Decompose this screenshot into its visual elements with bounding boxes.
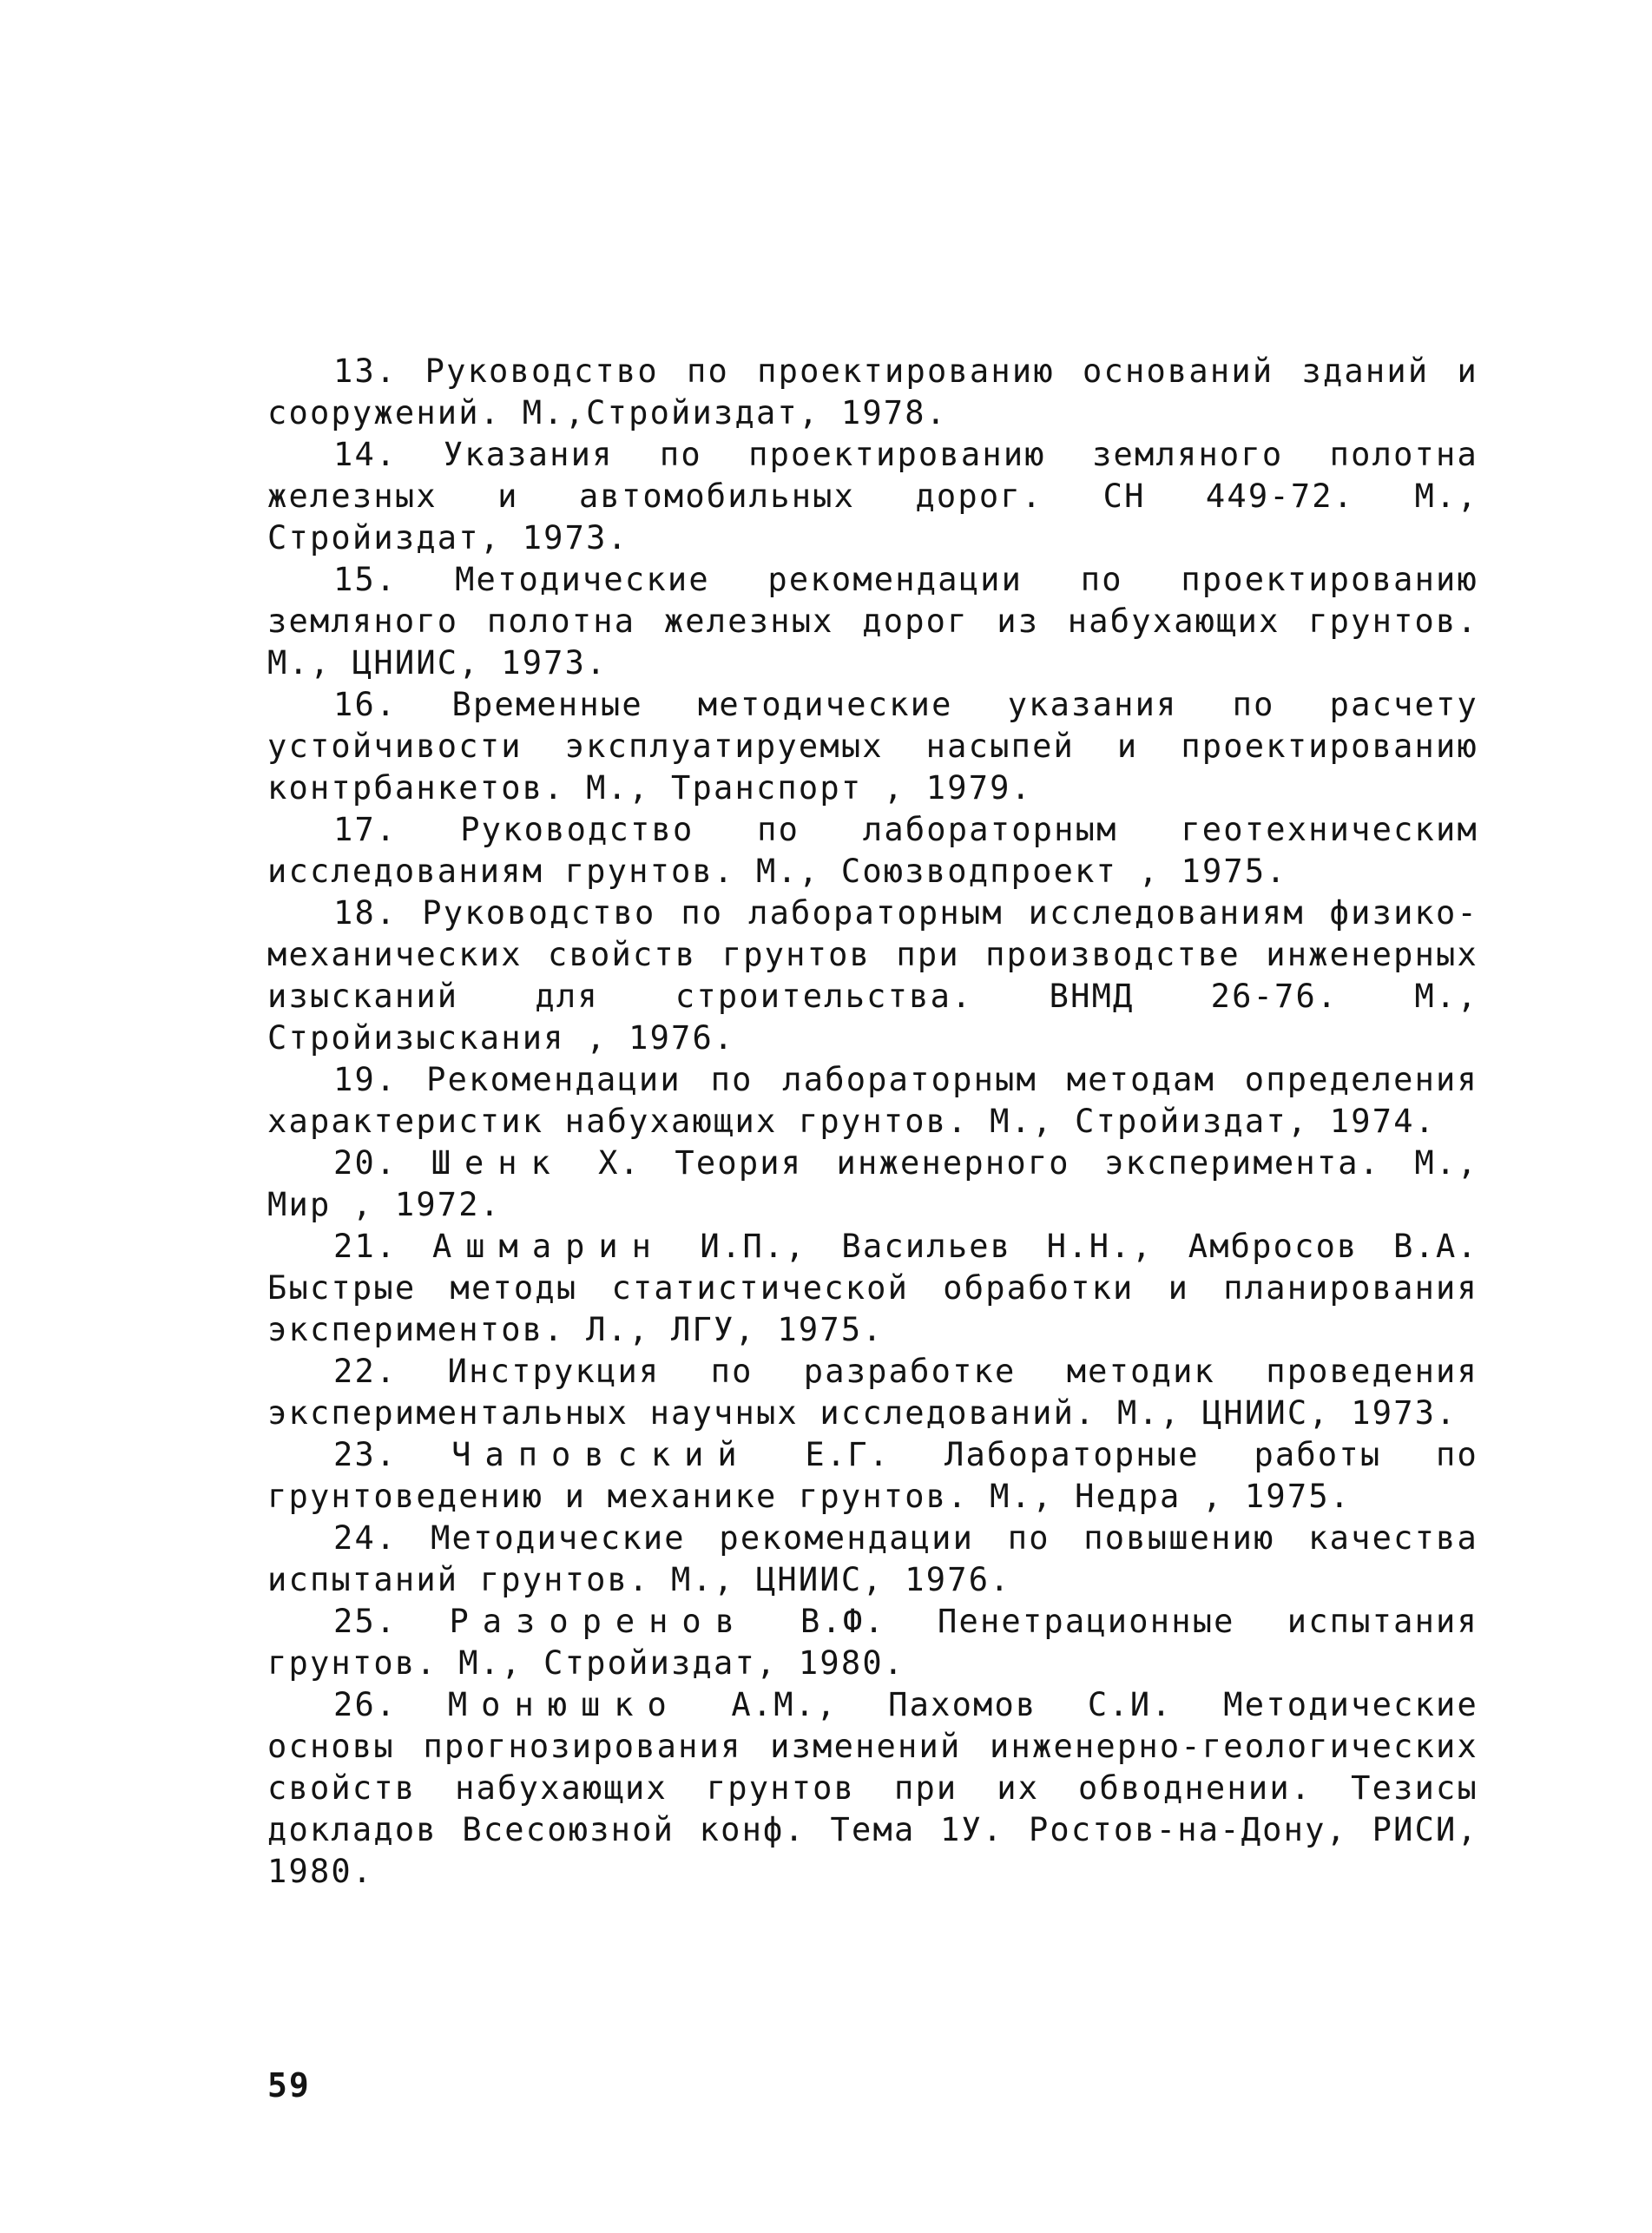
reference-15 [267, 559, 1478, 684]
reference-text: Х. Теория инженерного эксперимента. М., Мир , 1972. [267, 1144, 1478, 1223]
reference-17 [267, 809, 1478, 893]
reference-number: 19. [333, 1061, 398, 1098]
reference-text: Указания по проектированию земляного полотна железных и автомобильных дорог. СН 449-72. М., Стройиздат, 1973. [267, 436, 1478, 557]
reference-number: 17. [333, 811, 398, 848]
reference-number: 15. [333, 561, 398, 598]
reference-16 [267, 684, 1478, 809]
reference-list [267, 351, 1478, 1893]
reference-text: Методические рекомендации по повышению качества испытаний грунтов. М., ЦНИИС, 1976. [267, 1519, 1478, 1598]
reference-24 [267, 1518, 1478, 1601]
reference-number: 24. [333, 1519, 398, 1557]
reference-author: Ашмарин [432, 1228, 665, 1265]
reference-number: 23. [333, 1436, 398, 1473]
reference-text: В.Ф. Пенетрационные испытания грунтов. М., Стройиздат, 1980. [267, 1603, 1478, 1682]
reference-author: Разоренов [449, 1603, 748, 1640]
reference-text: А.М., Пахомов С.И. Методические основы прогнозирования изменений инженерно-геологических свойств набухающих грунтов при их обводнении. Тезисы докладов Всесоюзной конф. Тема 1У. Ростов-на-Дону, РИСИ, 1980. [267, 1686, 1478, 1890]
reference-text: Временные методические указания по расчету устойчивости эксплуатируемых насыпей и проектированию контрбанкетов. М., Транспорт , 1979. [267, 686, 1478, 807]
reference-number: 16. [333, 686, 398, 723]
reference-text: Е.Г. Лабораторные работы по грунтоведению и механике грунтов. М., Недра , 1975. [267, 1436, 1478, 1515]
reference-author: Монюшко [447, 1686, 681, 1723]
reference-text: И.П., Васильев Н.Н., Амбросов В.А. Быстрые методы статистической обработки и планирования экспериментов. Л., ЛГУ, 1975. [267, 1228, 1478, 1348]
reference-number: 14. [333, 436, 398, 473]
reference-number: 13. [333, 352, 398, 390]
reference-text: Руководство по лабораторным геотехническим исследованиям грунтов. М., Союзводпроект , 1975. [267, 811, 1478, 890]
reference-text: Методические рекомендации по проектированию земляного полотна железных дорог из набухающих грунтов. М., ЦНИИС, 1973. [267, 561, 1478, 682]
reference-author: Шенк [431, 1144, 564, 1182]
reference-21 [267, 1226, 1478, 1351]
reference-text: Рекомендации по лабораторным методам определения характеристик набухающих грунтов. М., Стройиздат, 1974. [267, 1061, 1479, 1140]
reference-text: Руководство по проектированию оснований зданий и сооружений. М.,Стройиздат, 1978. [267, 352, 1478, 431]
reference-text: Руководство по лабораторным исследованиям физико-механических свойств грунтов при производстве инженерных изысканий для строительства. ВНМД 26-76. М., Стройизыскания , 1976. [267, 894, 1478, 1057]
reference-22 [267, 1351, 1478, 1434]
reference-number: 25. [333, 1603, 398, 1640]
reference-number: 26. [333, 1686, 398, 1723]
reference-number: 20. [333, 1144, 398, 1182]
reference-number: 21. [333, 1228, 398, 1265]
reference-18 [267, 893, 1478, 1059]
reference-23 [267, 1434, 1478, 1518]
reference-number: 22. [333, 1353, 398, 1390]
reference-14 [267, 434, 1478, 559]
reference-number: 18. [333, 894, 398, 932]
reference-text: Инструкция по разработке методик проведения экспериментальных научных исследований. М., ЦНИИС, 1973. [267, 1353, 1478, 1432]
reference-13 [267, 351, 1478, 434]
reference-19 [267, 1059, 1478, 1143]
reference-25 [267, 1601, 1478, 1684]
reference-20 [267, 1143, 1478, 1226]
reference-26 [267, 1684, 1478, 1893]
page-number: 59 [267, 2066, 311, 2105]
reference-author: Чаповский [451, 1436, 751, 1473]
